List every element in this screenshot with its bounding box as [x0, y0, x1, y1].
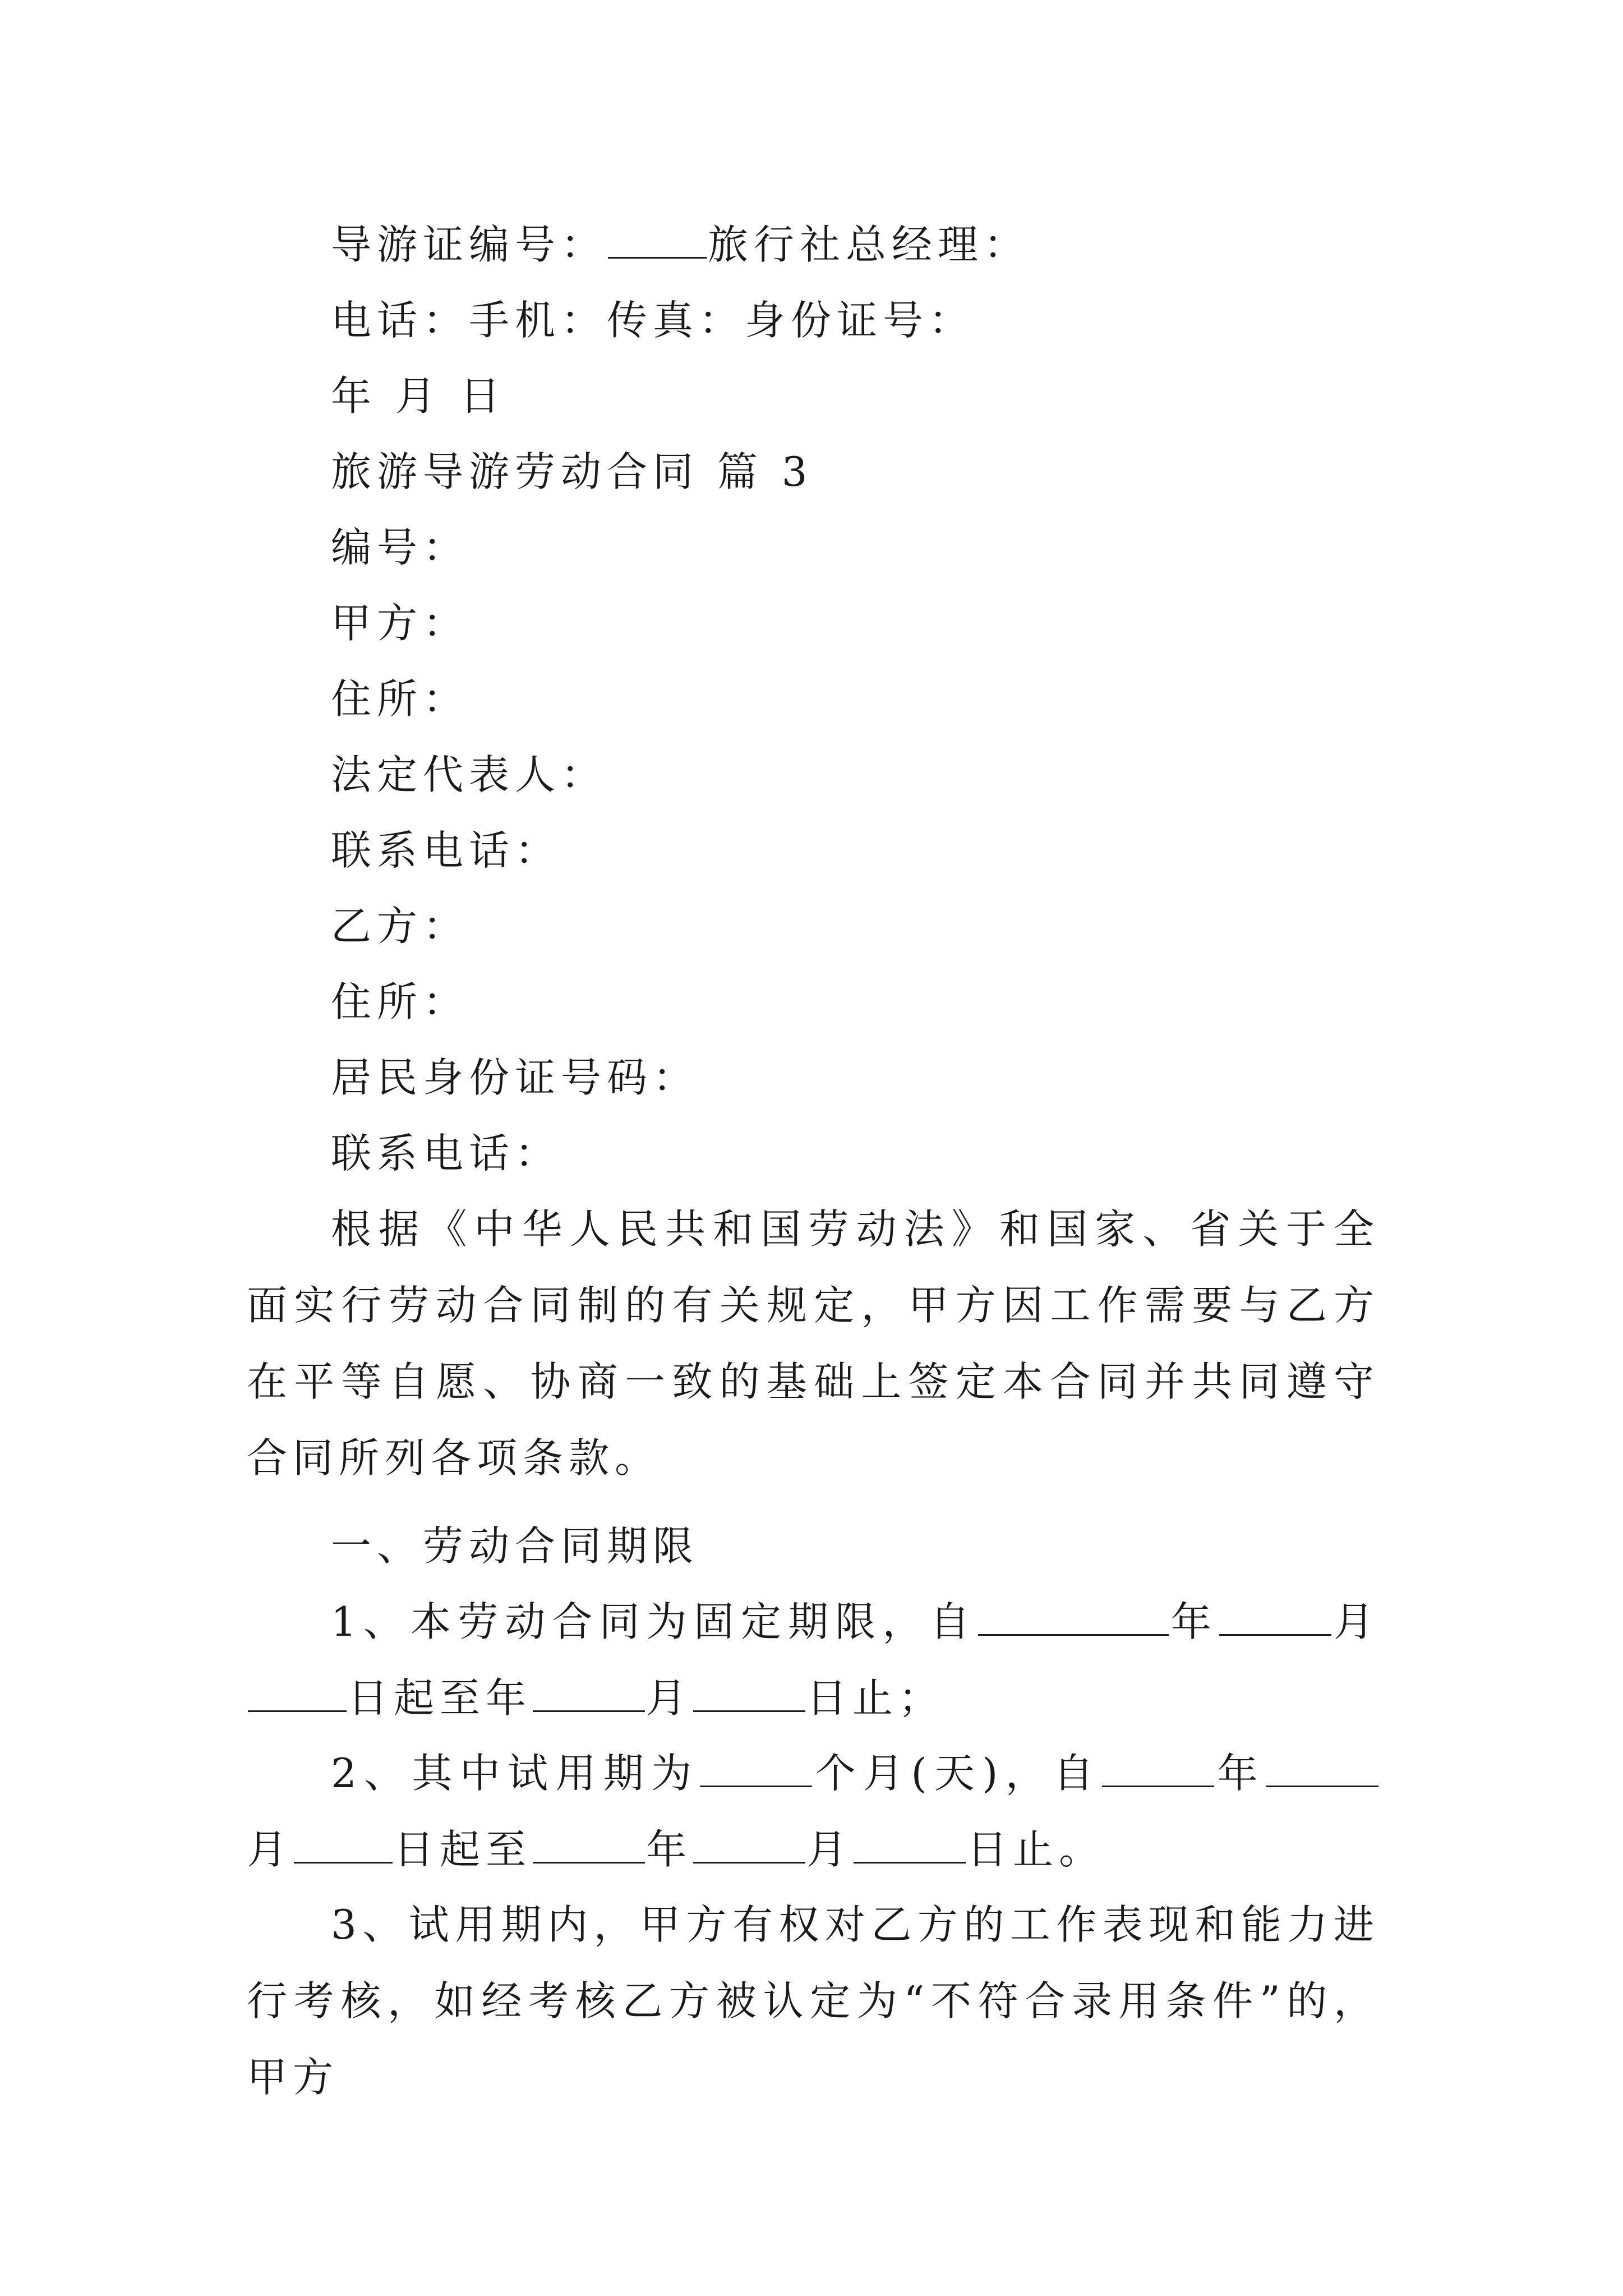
blank-trial-period [700, 1746, 812, 1787]
clause-2-until: 日起至 [394, 1826, 532, 1873]
agency-manager-label: 旅行社总经理： [708, 221, 1030, 268]
clause-2-text: 2、其中试用期为 [331, 1750, 699, 1797]
blank-month [1219, 1595, 1331, 1636]
blank-day [248, 1671, 347, 1712]
clause-1 [247, 1584, 1380, 1736]
field-address-b: 住所： [331, 978, 469, 1025]
blank-year [978, 1595, 1169, 1636]
clause-1-text: 1、本劳动合同为固定期限，自 [331, 1598, 977, 1645]
blank-trial-end-year [533, 1823, 645, 1864]
clause-2-year: 年 [1215, 1750, 1265, 1797]
clause-2-end-month: 月 [806, 1826, 853, 1873]
blank-end-month-pre [533, 1671, 645, 1712]
field-legal-rep: 法定代表人： [331, 751, 607, 798]
field-address-a: 住所： [331, 675, 469, 723]
clause-2 [247, 1735, 1380, 1888]
blank-trial-end-month [693, 1823, 805, 1864]
guide-no-blank [608, 218, 707, 259]
clause-2-end: 日止。 [967, 1826, 1105, 1873]
clause-1-year: 年 [1169, 1598, 1218, 1645]
field-phone-b: 联系电话： [331, 1130, 561, 1177]
blank-trial-year [1102, 1746, 1214, 1787]
article-1-heading: 一、劳动合同期限 [331, 1522, 699, 1570]
clause-1-month: 月 [1332, 1598, 1380, 1645]
clause-1-end-month: 月 [646, 1674, 693, 1722]
field-phone-a: 联系电话： [331, 827, 561, 874]
blank-trial-day [294, 1823, 393, 1864]
clause-2-end-year: 年 [646, 1826, 693, 1873]
clause-2-month: 月 [247, 1826, 293, 1873]
section-title: 旅游导游劳动合同 篇 3 [331, 448, 813, 495]
contact-line: 电话：手机：传真：身份证号： [331, 297, 975, 344]
field-party-a: 甲方： [331, 600, 469, 647]
intro-paragraph: 根据《中华人民共和国劳动法》和国家、省关于全面实行劳动合同制的有关规定，甲方因工作需要与乙方在平等自愿、协商一致的基础上签定本合同并共同遵守合同所列各项条款。 [247, 1205, 1380, 1481]
date-line: 年 月 日 [331, 372, 506, 420]
clause-1-until: 日起至年 [348, 1674, 532, 1722]
field-id-number: 居民身份证号码： [331, 1054, 699, 1101]
blank-trial-end-day [854, 1823, 966, 1864]
clause-3: 3、试用期内，甲方有权对乙方的工作表现和能力进行考核，如经考核乙方被认定为“不符合录用条件”的，甲方 [247, 1901, 1380, 2101]
clause-2-from: 个月(天)，自 [813, 1750, 1101, 1797]
field-party-b: 乙方： [331, 903, 469, 950]
clause-1-end: 日止； [806, 1674, 945, 1722]
field-number: 编号： [331, 524, 469, 571]
blank-end-day [693, 1671, 805, 1712]
guide-no-label: 导游证编号： [331, 221, 607, 268]
guide-no-line [247, 206, 1464, 283]
blank-trial-month [1266, 1746, 1378, 1787]
